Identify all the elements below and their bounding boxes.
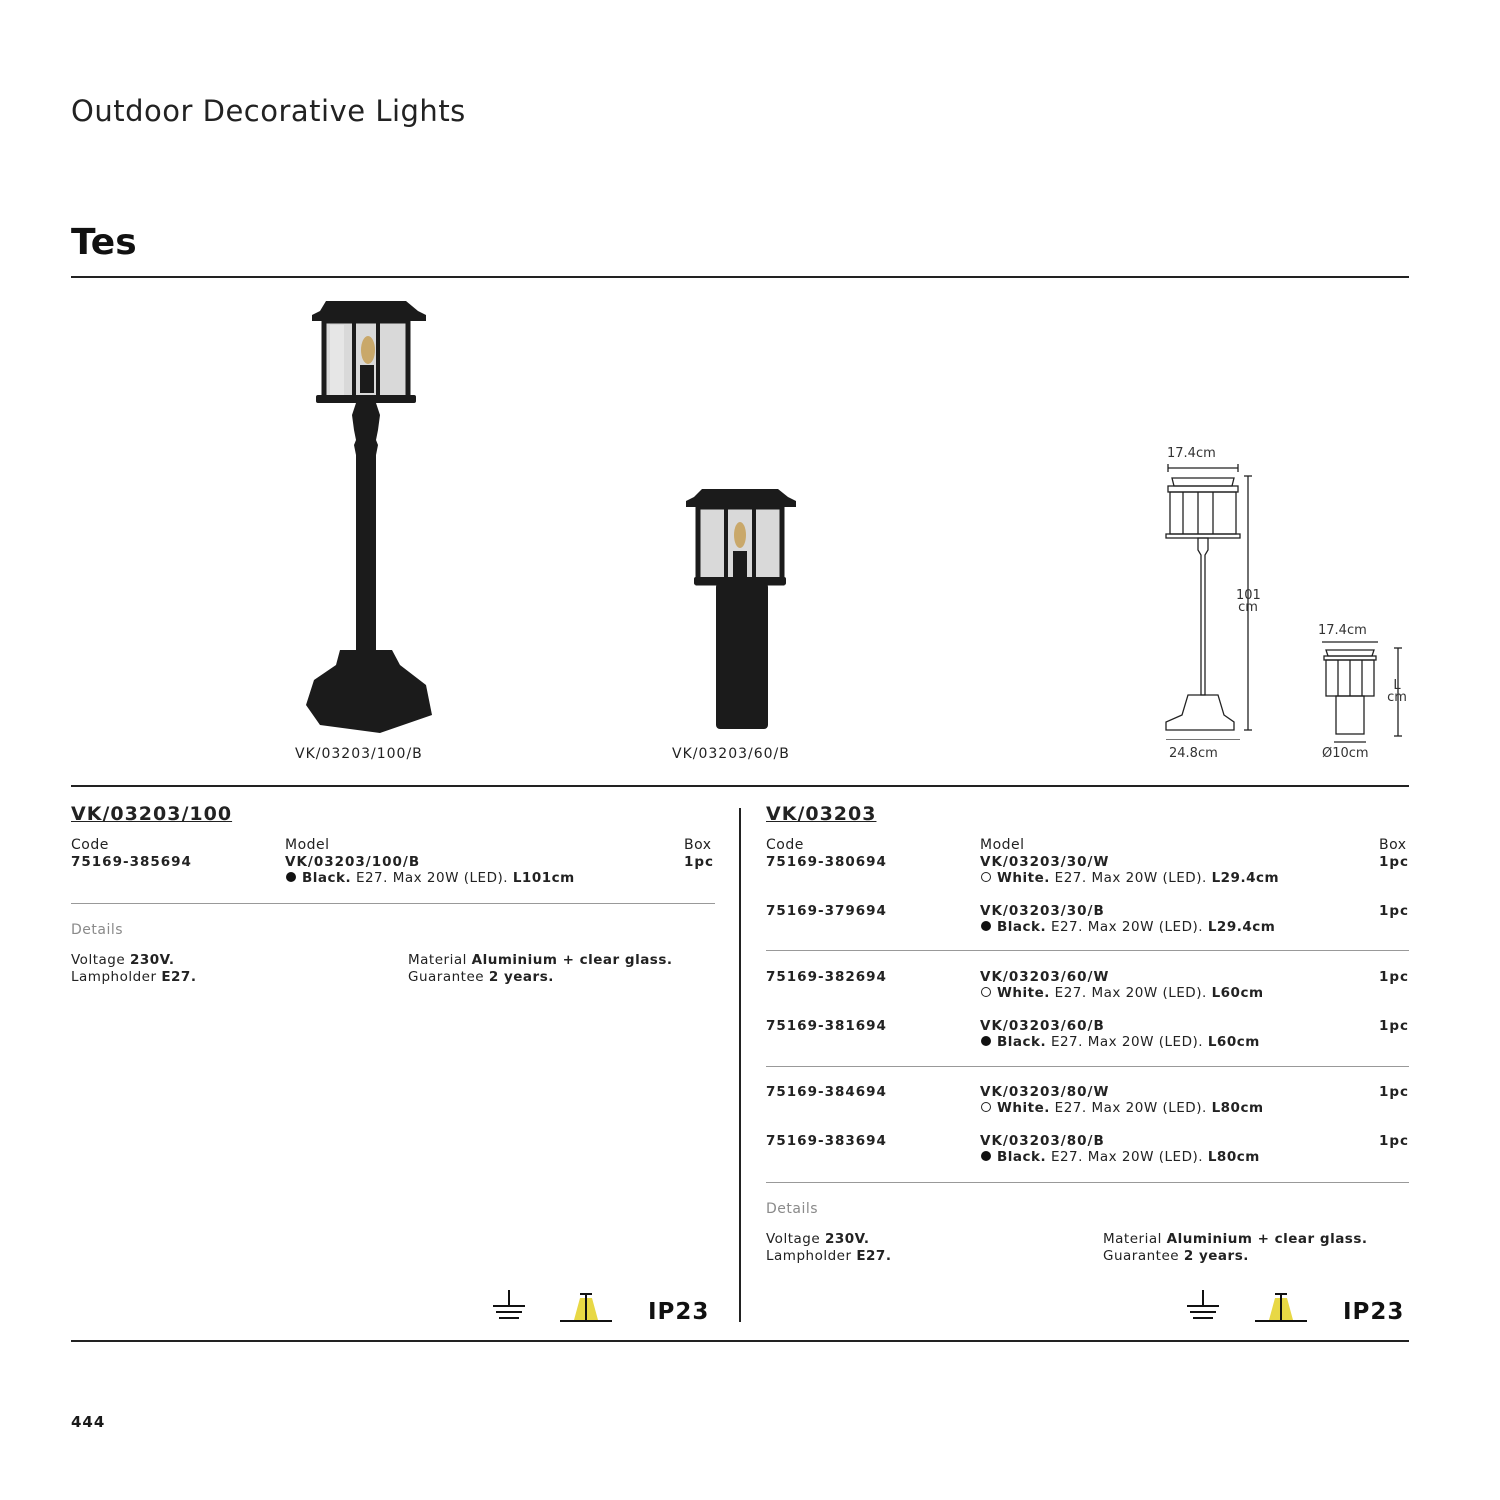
short-height-label [1384, 680, 1410, 704]
short-lamp-caption: VK/03203/60/B [672, 746, 790, 762]
right-col-code: Code [766, 837, 804, 853]
page-number: 444 [71, 1413, 106, 1431]
table-row-desc: White. E27. Max 20W (LED). L80cm [981, 1100, 1264, 1116]
left-details-label: Details [71, 922, 124, 938]
tall-base-label: 24.8cm [1169, 746, 1218, 761]
table-row-desc: Black. E27. Max 20W (LED). L29.4cm [981, 919, 1275, 935]
table-row-code: 75169-384694 [766, 1084, 887, 1100]
table-row-box: 1pc [1379, 969, 1410, 985]
right-col-box: Box [1379, 837, 1407, 853]
tall-lamp-image [290, 295, 450, 735]
right-lampholder: Lampholder E27. [766, 1248, 892, 1264]
table-row-box: 1pc [1379, 1133, 1410, 1149]
right-details-divider [766, 1182, 1409, 1183]
table-row-box: 1pc [1379, 903, 1410, 919]
length-text: L101cm [512, 870, 575, 886]
white-color-dot-icon [981, 987, 991, 997]
column-divider [739, 808, 741, 1322]
left-voltage: Voltage 230V. [71, 952, 175, 968]
white-color-dot-icon [981, 1102, 991, 1112]
tall-height-label [1236, 590, 1260, 614]
black-color-dot-icon [981, 1151, 991, 1161]
tall-height-number: 101 [1236, 588, 1261, 603]
right-ip-rating: IP23 [1343, 1299, 1405, 1325]
black-color-dot-icon [981, 921, 991, 931]
short-height-letter: L [1393, 678, 1401, 693]
right-voltage: Voltage 230V. [766, 1231, 870, 1247]
mid-divider [71, 785, 1409, 787]
table-row-desc: White. E27. Max 20W (LED). L60cm [981, 985, 1264, 1001]
top-divider [71, 276, 1409, 278]
short-height-unit: cm [1387, 690, 1407, 705]
table-row-box: 1pc [1379, 1084, 1410, 1100]
table-row-code: 75169-383694 [766, 1133, 887, 1149]
tall-height-unit: cm [1238, 600, 1258, 615]
table-row-code: 75169-380694 [766, 854, 887, 870]
table-row-box: 1pc [1379, 1018, 1410, 1034]
color-name: Black. [302, 870, 352, 886]
left-col-box: Box [684, 837, 712, 853]
left-material: Material Aluminium + clear glass. [408, 952, 673, 968]
black-color-dot-icon [981, 1036, 991, 1046]
left-ip-rating: IP23 [648, 1299, 710, 1325]
tall-lamp-caption: VK/03203/100/B [295, 746, 423, 762]
white-color-dot-icon [981, 872, 991, 882]
product-title: Tes [71, 222, 137, 263]
left-row-desc [286, 870, 575, 886]
row-group-divider [766, 1066, 1409, 1067]
table-row-box: 1pc [1379, 854, 1410, 870]
table-row-model: VK/03203/60/W [980, 969, 1110, 985]
short-base-label: Ø10cm [1322, 746, 1369, 761]
tall-width-label: 17.4cm [1167, 446, 1216, 461]
spec-text: E27. Max 20W (LED). [355, 870, 509, 886]
short-lamp-image [682, 485, 802, 735]
table-row-model: VK/03203/30/W [980, 854, 1110, 870]
right-product-code-title: VK/03203 [766, 803, 877, 825]
left-row-model: VK/03203/100/B [285, 854, 421, 870]
ground-light-icon [558, 1290, 614, 1324]
right-guarantee: Guarantee 2 years. [1103, 1248, 1249, 1264]
earth-ground-icon [1184, 1288, 1222, 1324]
left-row-code: 75169-385694 [71, 854, 192, 870]
row-group-divider [766, 950, 1409, 951]
table-row-model: VK/03203/80/B [980, 1133, 1105, 1149]
table-row-model: VK/03203/60/B [980, 1018, 1105, 1034]
table-row-desc: White. E27. Max 20W (LED). L29.4cm [981, 870, 1279, 886]
right-material: Material Aluminium + clear glass. [1103, 1231, 1368, 1247]
left-row-box: 1pc [684, 854, 715, 870]
black-color-dot-icon [286, 872, 296, 882]
bottom-divider [71, 1340, 1409, 1342]
table-row-desc: Black. E27. Max 20W (LED). L80cm [981, 1149, 1260, 1165]
right-details-label: Details [766, 1201, 819, 1217]
left-product-code-title: VK/03203/100 [71, 803, 233, 825]
table-row-model: VK/03203/80/W [980, 1084, 1110, 1100]
table-row-code: 75169-381694 [766, 1018, 887, 1034]
short-width-label: 17.4cm [1318, 623, 1367, 638]
ground-light-icon [1253, 1290, 1309, 1324]
section-title: Outdoor Decorative Lights [71, 94, 466, 128]
left-lampholder: Lampholder E27. [71, 969, 197, 985]
left-guarantee: Guarantee 2 years. [408, 969, 554, 985]
table-row-model: VK/03203/30/B [980, 903, 1105, 919]
table-row-code: 75169-382694 [766, 969, 887, 985]
left-details-divider [71, 903, 715, 904]
table-row-desc: Black. E27. Max 20W (LED). L60cm [981, 1034, 1260, 1050]
left-col-code: Code [71, 837, 109, 853]
right-col-model: Model [980, 837, 1025, 853]
left-col-model: Model [285, 837, 330, 853]
table-row-code: 75169-379694 [766, 903, 887, 919]
earth-ground-icon [490, 1288, 528, 1324]
